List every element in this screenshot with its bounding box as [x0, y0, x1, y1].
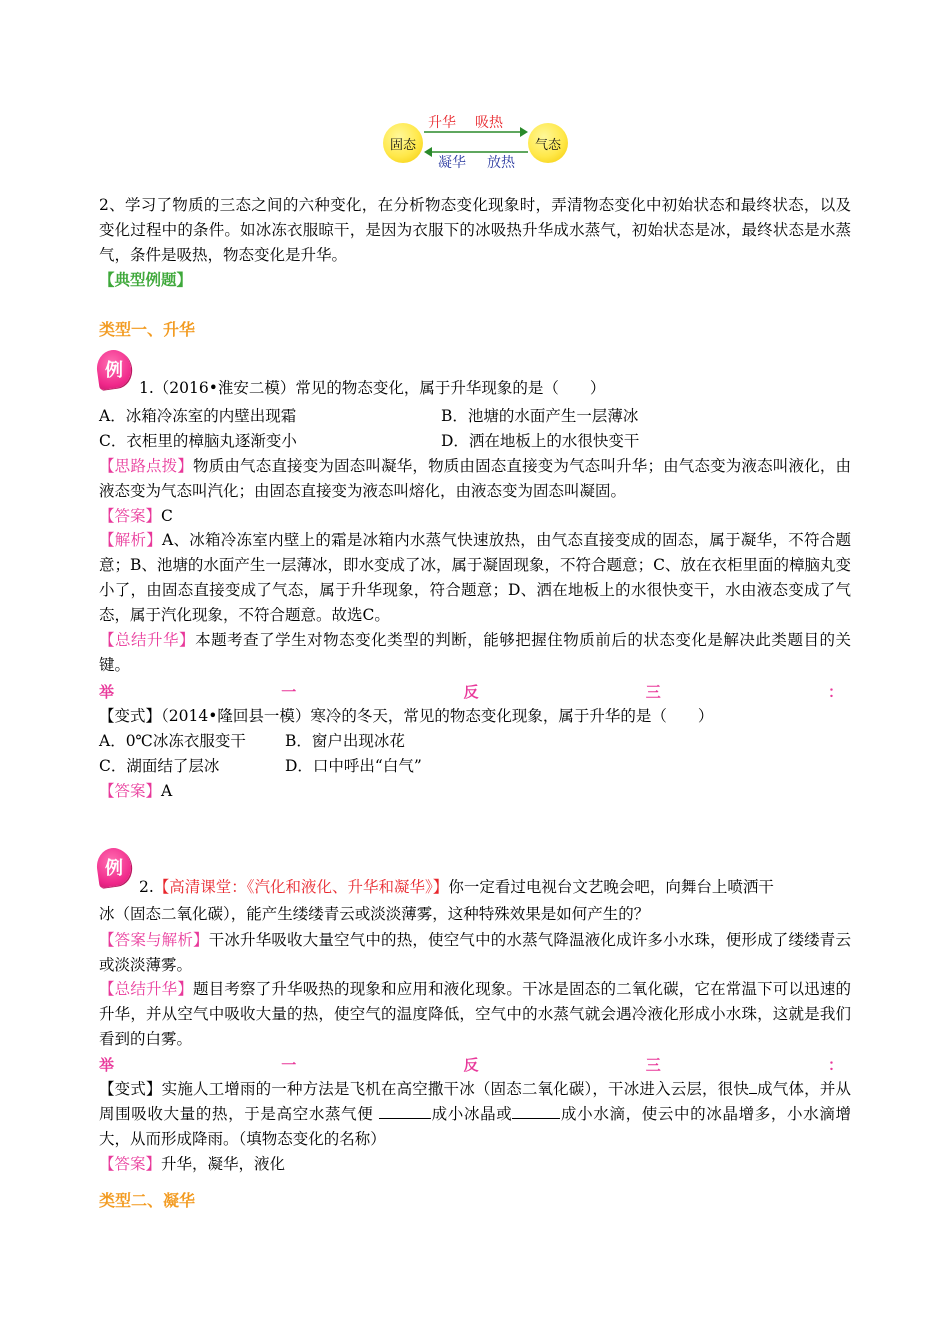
practice-char-4: 三 — [645, 683, 661, 701]
q1-answer — [99, 506, 173, 526]
q1-option-c: C．衣柜里的樟脑丸逐渐变小 — [99, 432, 297, 450]
example-badge-1 — [97, 350, 131, 388]
practice-header-1 — [99, 681, 843, 702]
example-badge-2 — [97, 848, 131, 886]
q2-summary-label: 【总结升华】 — [99, 980, 194, 998]
v2-blank-2[interactable] — [379, 1102, 431, 1119]
type-1-title: 类型一、升华 — [99, 320, 196, 339]
type-2-title: 类型二、凝华 — [99, 1191, 196, 1210]
practice-char-1: 举 — [99, 683, 115, 701]
v1-option-c: C．湖面结了层冰 — [99, 757, 220, 775]
q2-summary-text: 题目考察了升华吸热的现象和应用和液化现象。干冰是固态的二氧化碳，它在常温下可以迅速的升华，并从空气中吸收大量的热，使空气的温度降低，空气中的水蒸气就会遇冷液化形成小水珠，这就是我们看到的白雾。 — [99, 980, 851, 1048]
sublimation-label: 升华 — [428, 115, 456, 131]
v1-option-d: D．口中呼出“白气” — [285, 757, 422, 775]
typical-examples-header: 【典型例题】 — [99, 270, 193, 289]
release-heat-label: 放热 — [487, 155, 515, 171]
q2-course-label: 【高清课堂：《汽化和液化、升华和凝华》】 — [153, 878, 449, 896]
q2-answer-label: 【答案与解析】 — [99, 931, 209, 949]
q2-summary — [99, 977, 851, 1052]
v1-stem — [99, 706, 713, 726]
solid-state-label: 固态 — [389, 137, 416, 153]
q1-option-d: D．洒在地板上的水很快变干 — [441, 432, 640, 450]
q1-answer-label: 【答案】 — [99, 507, 162, 525]
gas-state-circle — [528, 123, 568, 163]
practice-char-3: 反 — [463, 1056, 479, 1074]
q1-hint-text: 物质由气态直接变为固态叫凝华，物质由固态直接变为气态叫升华；由气态变为液态叫液化，由液态变为气态叫汽化；由固态直接变为液态叫熔化，由液态变为固态叫凝固。 — [99, 457, 851, 500]
practice-char-5: ： — [827, 683, 843, 701]
v2-text-c: 成小冰晶或 — [431, 1105, 513, 1123]
practice-char-3: 反 — [463, 683, 479, 701]
q1-option-b: B．池塘的水面产生一层薄冰 — [441, 407, 639, 425]
q2-number: 2. — [139, 878, 154, 896]
v2-answer-text: 升华，凝华，液化 — [161, 1155, 286, 1173]
q1-summary-text: 本题考查了学生对物态变化类型的判断，能够把握住物质前后的状态变化是解决此类题目的关键。 — [99, 631, 851, 674]
v1-answer — [99, 781, 172, 801]
example-badge-char: 例 — [105, 360, 123, 381]
v2-answer-label: 【答案】 — [99, 1155, 162, 1173]
v2-blank-3[interactable] — [512, 1102, 560, 1119]
v1-label: 【变式】 — [99, 707, 162, 725]
q1-analysis-label: 【解析】 — [99, 531, 163, 549]
q2-stem-a: 你一定看过电视台文艺晚会吧，向舞台上喷洒干 — [448, 878, 774, 896]
q1-summary — [99, 628, 851, 678]
practice-char-5: ： — [827, 1056, 843, 1074]
v1-answer-text: A — [161, 782, 173, 800]
q2-answer-text: 干冰升华吸收大量空气中的热，使空气中的水蒸气降温液化成许多小水珠，便形成了缕缕青云或淡淡薄雾。 — [99, 931, 851, 974]
v2-paragraph — [99, 1077, 851, 1152]
q1-hint — [99, 454, 851, 504]
q2-stem-line-2: 冰（固态二氧化碳），能产生缕缕青云或淡淡薄雾，这种特殊效果是如何产生的？ — [99, 905, 650, 923]
q2-answer — [99, 928, 851, 978]
deposition-label: 凝华 — [438, 155, 466, 171]
q1-analysis — [99, 528, 851, 628]
q2-stem-line-1 — [139, 877, 774, 897]
v2-text-a: 实施人工增雨的一种方法是飞机在高空撒干冰（固态二氧化碳），干冰进入云层，很快 — [161, 1080, 750, 1098]
solid-state-circle — [383, 123, 423, 163]
v2-text-d: 成小水滴，使云中的冰晶增多，小水滴增大，从而形成降雨。（填物态变化的名称） — [99, 1105, 851, 1148]
q1-summary-label: 【总结升华】 — [99, 631, 196, 649]
example-badge-char-2: 例 — [105, 858, 123, 879]
v2-label: 【变式】 — [99, 1080, 162, 1098]
practice-char-2: 一 — [281, 683, 297, 701]
v2-blank-1[interactable] — [749, 1077, 757, 1094]
practice-char-4: 三 — [645, 1056, 661, 1074]
q1-answer-text: C — [161, 507, 173, 525]
v1-stem-text: （2014•隆回县一模）寒冷的冬天，常见的物态变化现象，属于升华的是（ ） — [161, 707, 714, 725]
practice-char-2: 一 — [281, 1056, 297, 1074]
v2-text-b: 成气体，并从周围吸收大量的热，于是高空水蒸气便 — [99, 1080, 851, 1123]
point-2-paragraph: 2、学习了物质的三态之间的六种变化，在分析物态变化现象时，弄清物态变化中初始状态和最终状态，以及变化过程中的条件。如冰冻衣服晾干，是因为衣服下的冰吸热升华成水蒸气，初始状态是冰，最终状态是水蒸气，条件是吸热，物态变化是升华。 — [99, 196, 851, 264]
v1-option-a: A．0℃冰冻衣服变干 — [99, 732, 246, 750]
q1-stem: 1.（2016•淮安二模）常见的物态变化，属于升华现象的是（ ） — [139, 379, 606, 397]
practice-header-2 — [99, 1054, 843, 1075]
practice-char-1: 举 — [99, 1056, 115, 1074]
absorb-heat-label: 吸热 — [475, 115, 503, 131]
v1-option-b: B．窗户出现冰花 — [285, 732, 405, 750]
q1-hint-label: 【思路点拨】 — [99, 457, 194, 475]
v1-answer-label: 【答案】 — [99, 782, 162, 800]
q1-analysis-text: A、冰箱冷冻室内壁上的霜是冰箱内水蒸气快速放热，由气态直接变成的固态，属于凝华，不符合题意；B、池塘的水面产生一层薄冰，即水变成了冰，属于凝固现象，不符合题意；C、放在衣柜里面的樟脑丸变小了，由固态直接变成了气态，属于升华现象，符合题意；D、洒在地板上的水很快变干，水由液态变成了气态，属于汽化现象，不符合题意。故选C。 — [99, 531, 851, 624]
gas-state-label: 气态 — [534, 137, 561, 153]
q1-option-a: A．冰箱冷冻室的内壁出现霜 — [99, 407, 297, 425]
v2-answer — [99, 1154, 285, 1174]
